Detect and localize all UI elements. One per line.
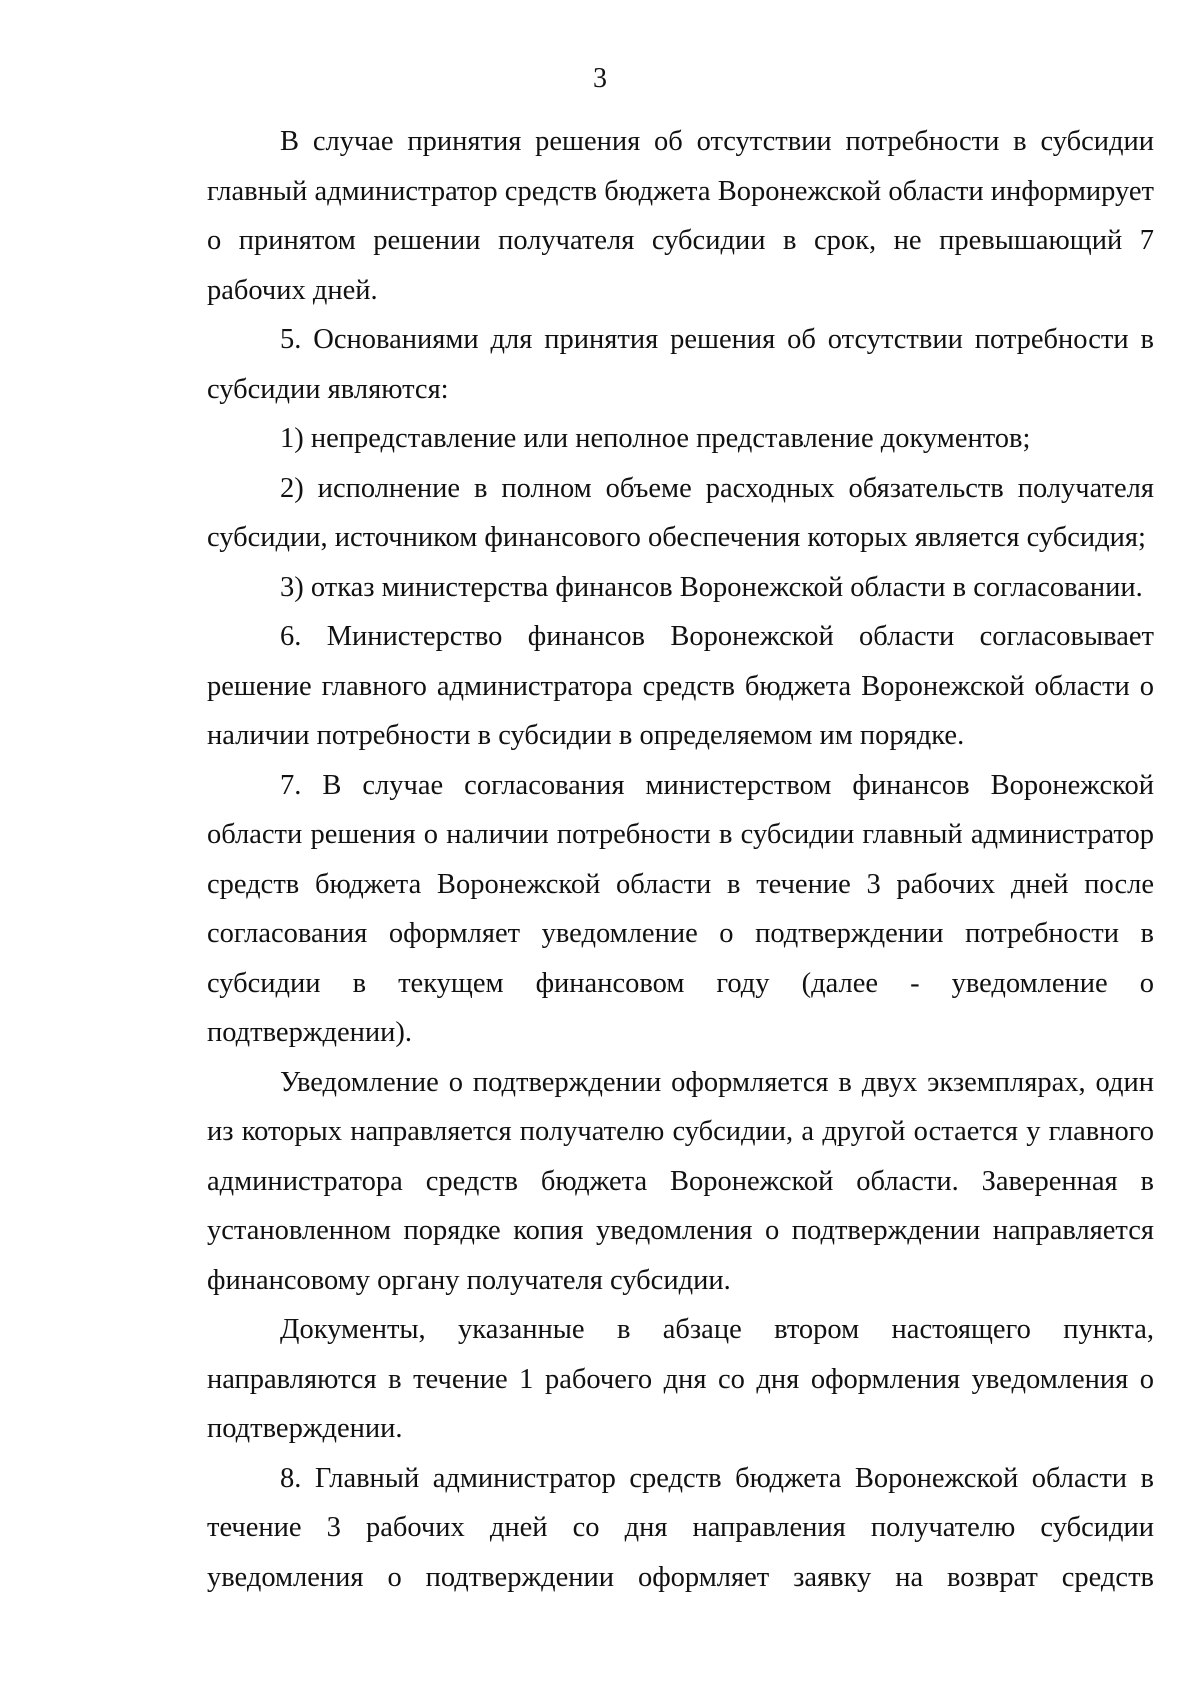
paragraph-7: 7. В случае согласования министерством финансов Воронежской области решения о наличии потребности в субсидии главный администратор средств бюджета Воронежской области в течение 3 рабочих дней после согласования оформляет уведомление о подтверждении потребности в субсидии в текущем финансовом году (далее - уведомление о подтверждении). [207, 769, 1154, 1048]
paragraph-8: 8. Главный администратор средств бюджета Воронежской области в течение 3 рабочих дней со дня направления получателю субсидии уведомления о подтверждении оформляет заявку на возврат средств [207, 1462, 1154, 1593]
paragraph-7-documents: Документы, указанные в абзаце втором настоящего пункта, направляются в течение 1 рабочего дня со дня оформления уведомления о подтверждении. [207, 1314, 1154, 1444]
paragraph-no-need-decision-notice: В случае принятия решения об отсутствии потребности в субсидии главный администратор средств бюджета Воронежской области информирует о принятом решении получателя субсидии в срок, не превышающий 7 рабочих дней. [207, 126, 1154, 306]
document-body [207, 117, 1154, 1602]
paragraph-5-item-2: 2) исполнение в полном объеме расходных обязательств получателя субсидии, источником финансового обеспечения которых является субсидия; [207, 472, 1154, 553]
paragraph-5-item-3: 3) отказ министерства финансов Воронежской области в согласовании. [280, 571, 1143, 603]
paragraph-5-grounds: 5. Основаниями для принятия решения об отсутствии потребности в субсидии являются: [207, 324, 1154, 405]
page-number: 3 [593, 63, 607, 94]
paragraph-5-item-1: 1) непредставление или неполное представление документов; [280, 423, 1031, 454]
paragraph-7-notice-copies: Уведомление о подтверждении оформляется в двух экземплярах, один из которых направляется получателю субсидии, а другой остается у главного администратора средств бюджета Воронежской области. Заверенная в установленном порядке копия уведомления о подтверждении направляется финансовому органу получателя субсидии. [207, 1066, 1154, 1296]
paragraph-6: 6. Министерство финансов Воронежской области согласовывает решение главного администратора средств бюджета Воронежской области о наличии потребности в субсидии в определяемом им порядке. [207, 621, 1154, 751]
